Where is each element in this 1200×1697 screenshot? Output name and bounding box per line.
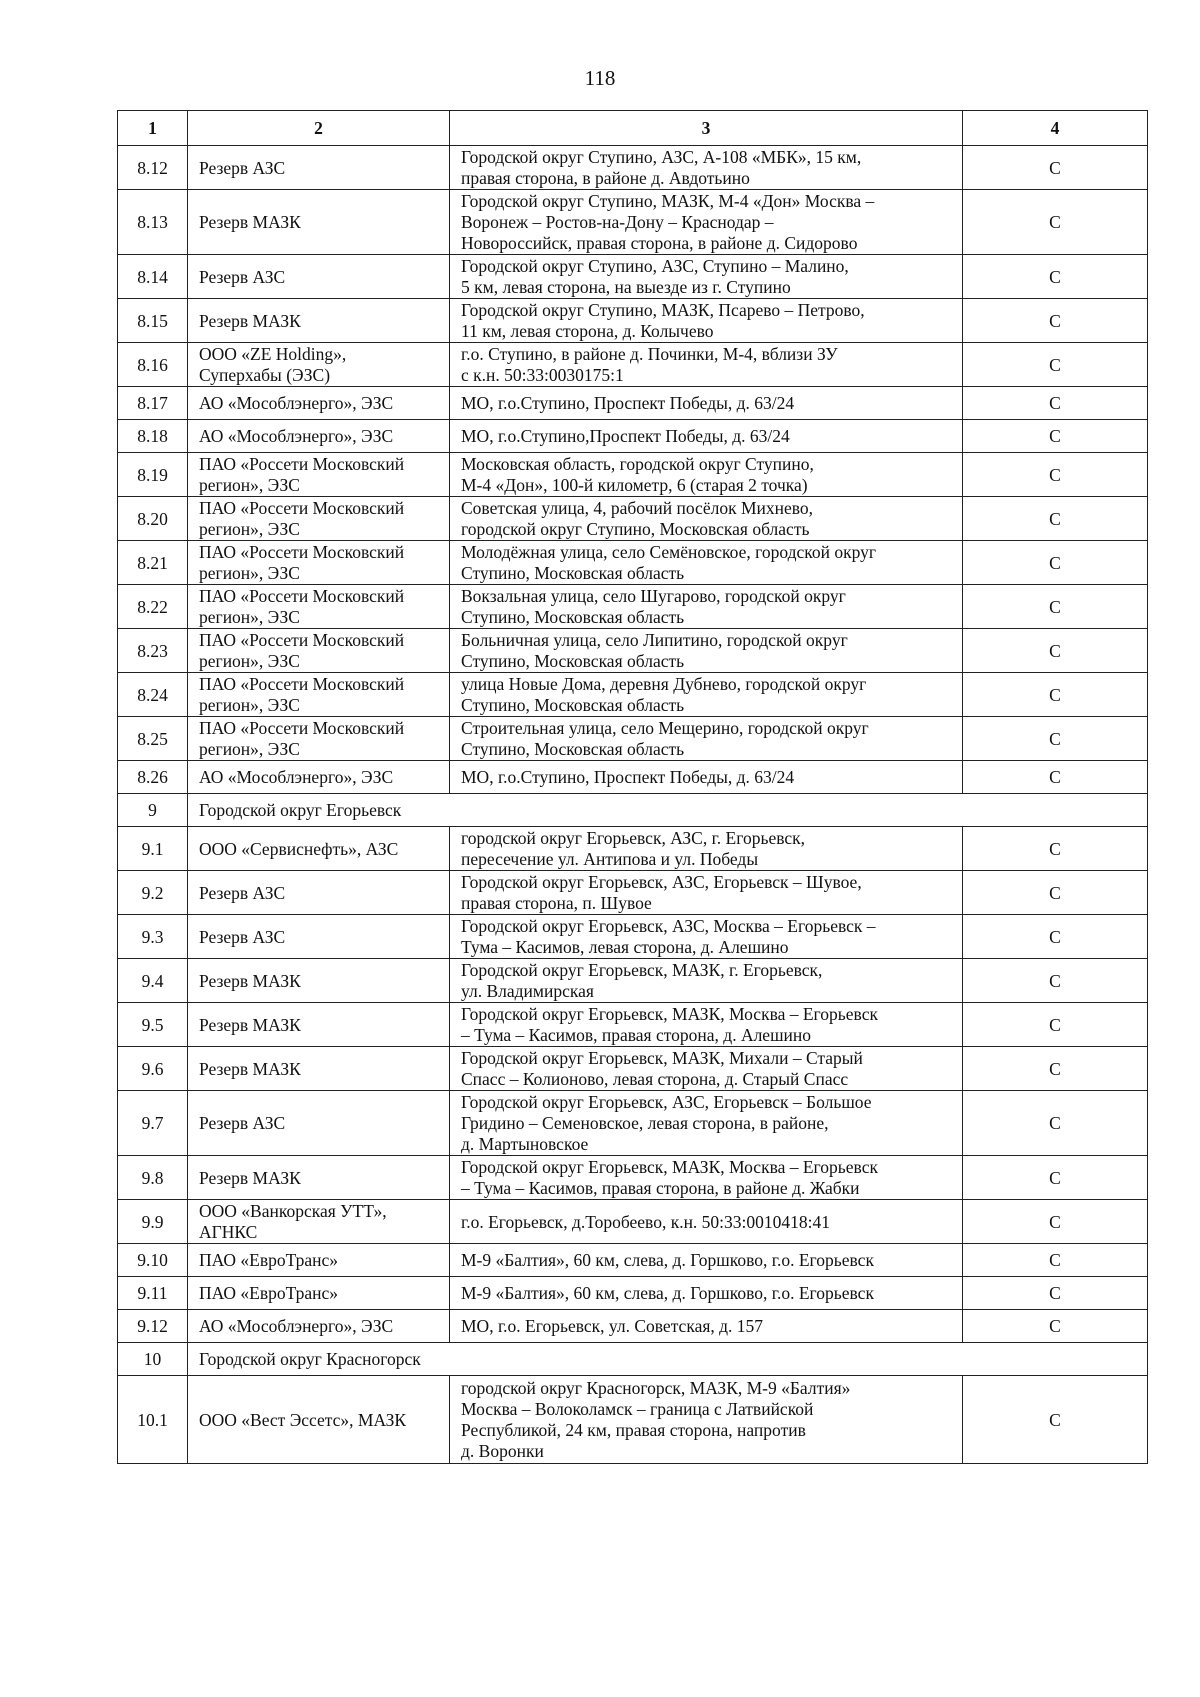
section-title-cell-text: Городской округ Егорьевск: [199, 800, 402, 820]
category-cell-text: С: [1049, 926, 1061, 947]
row-number-cell-text: 8.12: [137, 157, 168, 178]
address-cell-text: МО, г.о.Ступино,Проспект Победы, д. 63/24: [461, 426, 790, 446]
address-cell: [450, 1376, 963, 1464]
row-number-cell: [118, 673, 188, 717]
row-number-cell: [118, 420, 188, 453]
organization-cell: [188, 629, 450, 673]
organization-cell-text: ПАО «Россети Московский регион», ЭЗС: [199, 586, 405, 627]
address-cell: [450, 190, 963, 255]
row-number-cell-text: 8.19: [137, 464, 168, 485]
organization-cell-text: ПАО «Россети Московский регион», ЭЗС: [199, 630, 405, 671]
category-cell: [963, 420, 1148, 453]
table-row: [118, 387, 1148, 420]
organization-cell-text: ПАО «Россети Московский регион», ЭЗС: [199, 542, 405, 583]
table-row: [118, 717, 1148, 761]
table-row: [118, 871, 1148, 915]
table-row: [118, 420, 1148, 453]
category-cell-text: С: [1049, 393, 1061, 413]
address-cell: [450, 761, 963, 794]
category-cell-text: С: [1049, 596, 1061, 617]
organization-cell-text: АО «Мособлэнерго», ЭЗС: [199, 1316, 394, 1336]
row-number-cell-text: 9.12: [137, 1316, 168, 1336]
category-cell: [963, 497, 1148, 541]
category-cell: [963, 1200, 1148, 1244]
table-row: [118, 959, 1148, 1003]
organization-cell-text: Резерв МАЗК: [199, 212, 301, 232]
organization-cell-text: Резерв АЗС: [199, 882, 286, 903]
organization-cell: [188, 673, 450, 717]
address-cell: [450, 387, 963, 420]
category-cell: [963, 146, 1148, 190]
address-cell-text: Городской округ Егорьевск, АЗС, Егорьевск – Большое Гридино – Семеновское, левая сторона, в районе, д. Мартыновское: [461, 1092, 872, 1154]
address-cell: [450, 343, 963, 387]
category-cell-text: С: [1049, 426, 1061, 446]
organization-cell: [188, 1376, 450, 1464]
organization-cell: [188, 827, 450, 871]
organization-cell: [188, 255, 450, 299]
address-cell: [450, 717, 963, 761]
category-cell: [963, 1047, 1148, 1091]
address-cell: [450, 585, 963, 629]
address-cell-text: Городской округ Ступино, АЗС, Ступино – Малино, 5 км, левая сторона, на выезде из г. Ступино: [461, 256, 849, 297]
row-number-cell: [118, 761, 188, 794]
address-cell: [450, 1310, 963, 1343]
row-number-cell-text: 9.3: [141, 926, 164, 947]
table-row: [118, 1376, 1148, 1464]
category-cell: [963, 453, 1148, 497]
organization-cell: [188, 1091, 450, 1156]
row-number-cell: [118, 146, 188, 190]
row-number-cell-text: 9.9: [141, 1211, 164, 1232]
address-cell: [450, 541, 963, 585]
address-cell-text: городской округ Егорьевск, АЗС, г. Егорьевск, пересечение ул. Антипова и ул. Победы: [461, 828, 806, 869]
organization-cell: [188, 387, 450, 420]
category-cell-text: С: [1049, 1409, 1061, 1430]
category-cell: [963, 1277, 1148, 1310]
row-number-cell: [118, 585, 188, 629]
table-row: [118, 673, 1148, 717]
row-number-cell: [118, 1200, 188, 1244]
category-cell: [963, 387, 1148, 420]
organization-cell-text: АО «Мособлэнерго», ЭЗС: [199, 426, 394, 446]
category-cell-text: С: [1049, 1058, 1061, 1079]
row-number-cell: [118, 453, 188, 497]
row-number-cell-text: 8.21: [137, 552, 168, 573]
organization-cell-text: Резерв АЗС: [199, 926, 286, 947]
table-row: [118, 1003, 1148, 1047]
table-row: [118, 190, 1148, 255]
address-cell-text: городской округ Красногорск, МАЗК, М-9 «Балтия» Москва – Волоколамск – граница с Латвийской Республикой, 24 км, правая сторона, напротив д. Воронки: [461, 1378, 851, 1461]
column-header: 3: [450, 111, 963, 146]
row-number-cell: [118, 959, 188, 1003]
category-cell-text: С: [1049, 508, 1061, 529]
table-row: [118, 585, 1148, 629]
row-number-cell-text: 9.6: [141, 1058, 164, 1079]
category-cell-text: С: [1049, 1316, 1061, 1336]
section-number-cell-text: 9: [148, 800, 157, 820]
row-number-cell: [118, 541, 188, 585]
organization-cell: [188, 717, 450, 761]
address-cell-text: Городской округ Егорьевск, АЗС, Москва – Егорьевск – Тума – Касимов, левая сторона, д. Алешино: [461, 916, 876, 957]
organization-cell: [188, 1003, 450, 1047]
address-cell-text: Городской округ Егорьевск, АЗС, Егорьевск – Шувое, правая сторона, п. Шувое: [461, 872, 862, 913]
category-cell-text: С: [1049, 1250, 1061, 1270]
address-cell-text: улица Новые Дома, деревня Дубнево, городской округ Ступино, Московская область: [461, 674, 867, 715]
category-cell: [963, 1091, 1148, 1156]
row-number-cell-text: 9.4: [141, 970, 164, 991]
organization-cell: [188, 1244, 450, 1277]
organization-cell-text: ПАО «Россети Московский регион», ЭЗС: [199, 498, 405, 539]
row-number-cell: [118, 717, 188, 761]
row-number-cell-text: 8.18: [137, 426, 168, 446]
section-title-cell-text: Городской округ Красногорск: [199, 1349, 421, 1369]
address-cell: [450, 1047, 963, 1091]
address-cell: [450, 915, 963, 959]
row-number-cell-text: 8.13: [137, 212, 168, 232]
table-row: [118, 343, 1148, 387]
row-number-cell-text: 8.15: [137, 310, 168, 331]
row-number-cell: [118, 1047, 188, 1091]
address-cell: [450, 420, 963, 453]
table-row: [118, 1091, 1148, 1156]
organization-cell: [188, 1047, 450, 1091]
row-number-cell-text: 10.1: [137, 1409, 168, 1430]
section-title-cell: [188, 1343, 1148, 1376]
table-row: [118, 541, 1148, 585]
table-row: [118, 1156, 1148, 1200]
address-cell: [450, 146, 963, 190]
section-number-cell-text: 10: [143, 1349, 162, 1369]
organization-cell-text: ООО «ZE Holding», Суперхабы (ЭЗС): [199, 344, 347, 385]
row-number-cell: [118, 497, 188, 541]
address-cell: [450, 497, 963, 541]
section-title-cell: [188, 794, 1148, 827]
category-cell-text: С: [1049, 1167, 1061, 1188]
address-cell-text: Городской округ Егорьевск, МАЗК, Москва – Егорьевск – Тума – Касимов, правая сторона, в районе д. Жабки: [461, 1157, 878, 1198]
address-cell-text: Городской округ Егорьевск, МАЗК, г. Егорьевск, ул. Владимирская: [461, 960, 823, 1001]
table-row: [118, 1277, 1148, 1310]
row-number-cell: [118, 629, 188, 673]
address-cell: [450, 1200, 963, 1244]
organization-cell-text: Резерв МАЗК: [199, 310, 301, 331]
address-cell-text: МО, г.о.Ступино, Проспект Победы, д. 63/24: [461, 767, 795, 787]
organization-cell: [188, 343, 450, 387]
table-row: [118, 1244, 1148, 1277]
section-row: [118, 794, 1148, 827]
category-cell-text: С: [1049, 970, 1061, 991]
category-cell: [963, 871, 1148, 915]
category-cell: [963, 959, 1148, 1003]
row-number-cell: [118, 1310, 188, 1343]
table-row: [118, 761, 1148, 794]
row-number-cell-text: 8.17: [137, 393, 168, 413]
category-cell: [963, 761, 1148, 794]
organization-cell: [188, 761, 450, 794]
organization-cell: [188, 585, 450, 629]
row-number-cell: [118, 1003, 188, 1047]
category-cell: [963, 915, 1148, 959]
row-number-cell: [118, 915, 188, 959]
organization-cell: [188, 1156, 450, 1200]
row-number-cell: [118, 1156, 188, 1200]
organization-cell: [188, 190, 450, 255]
table-row: [118, 915, 1148, 959]
organization-cell-text: ПАО «Россети Московский регион», ЭЗС: [199, 674, 405, 715]
organization-cell-text: ООО «Ванкорская УТТ», АГНКС: [199, 1201, 387, 1242]
category-cell-text: С: [1049, 157, 1061, 178]
organization-cell-text: Резерв АЗС: [199, 157, 286, 178]
table-row: [118, 146, 1148, 190]
address-cell: [450, 629, 963, 673]
row-number-cell-text: 9.7: [141, 1113, 164, 1133]
row-number-cell-text: 8.16: [137, 354, 168, 375]
category-cell: [963, 190, 1148, 255]
row-number-cell: [118, 387, 188, 420]
category-cell-text: С: [1049, 1113, 1061, 1133]
table-body: [118, 146, 1148, 1464]
row-number-cell-text: 8.22: [137, 596, 168, 617]
category-cell: [963, 673, 1148, 717]
address-cell: [450, 827, 963, 871]
organization-cell-text: ПАО «ЕвроТранс»: [199, 1250, 339, 1270]
category-cell: [963, 343, 1148, 387]
row-number-cell: [118, 190, 188, 255]
category-cell-text: С: [1049, 838, 1061, 859]
category-cell: [963, 1244, 1148, 1277]
column-header: 2: [188, 111, 450, 146]
category-cell-text: С: [1049, 354, 1061, 375]
address-cell-text: Московская область, городской округ Ступино, М-4 «Дон», 100-й километр, 6 (старая 2 точка): [461, 454, 814, 495]
row-number-cell: [118, 255, 188, 299]
organization-cell-text: Резерв МАЗК: [199, 1058, 301, 1079]
address-cell: [450, 673, 963, 717]
organization-cell-text: Резерв МАЗК: [199, 1014, 301, 1035]
section-number-cell: [118, 794, 188, 827]
address-cell: [450, 255, 963, 299]
row-number-cell: [118, 1376, 188, 1464]
table-row: [118, 827, 1148, 871]
row-number-cell-text: 8.26: [137, 767, 168, 787]
organization-cell: [188, 871, 450, 915]
category-cell-text: С: [1049, 212, 1061, 232]
column-header: 1: [118, 111, 188, 146]
address-cell-text: М-9 «Балтия», 60 км, слева, д. Горшково, г.о. Егорьевск: [461, 1250, 874, 1270]
row-number-cell: [118, 827, 188, 871]
address-cell: [450, 1244, 963, 1277]
category-cell-text: С: [1049, 728, 1061, 749]
category-cell: [963, 717, 1148, 761]
table-row: [118, 299, 1148, 343]
category-cell-text: С: [1049, 684, 1061, 705]
row-number-cell-text: 9.5: [141, 1014, 164, 1035]
table-header-row: [118, 111, 1148, 146]
row-number-cell-text: 9.11: [137, 1283, 168, 1303]
row-number-cell: [118, 1277, 188, 1310]
organization-cell: [188, 299, 450, 343]
category-cell: [963, 299, 1148, 343]
row-number-cell: [118, 299, 188, 343]
table-row: [118, 1200, 1148, 1244]
row-number-cell: [118, 1244, 188, 1277]
category-cell-text: С: [1049, 640, 1061, 661]
address-cell: [450, 1277, 963, 1310]
organization-cell: [188, 1200, 450, 1244]
address-cell-text: Больничная улица, село Липитино, городской округ Ступино, Московская область: [461, 630, 848, 671]
organization-cell-text: Резерв МАЗК: [199, 970, 301, 991]
table-row: [118, 453, 1148, 497]
category-cell: [963, 541, 1148, 585]
category-cell: [963, 629, 1148, 673]
address-cell-text: Вокзальная улица, село Шугарово, городской округ Ступино, Московская область: [461, 586, 846, 627]
row-number-cell: [118, 1091, 188, 1156]
category-cell: [963, 255, 1148, 299]
organization-cell: [188, 541, 450, 585]
category-cell: [963, 1310, 1148, 1343]
section-row: [118, 1343, 1148, 1376]
category-cell-text: С: [1049, 266, 1061, 287]
organization-cell-text: АО «Мособлэнерго», ЭЗС: [199, 767, 394, 787]
category-cell: [963, 1003, 1148, 1047]
address-cell-text: Строительная улица, село Мещерино, городской округ Ступино, Московская область: [461, 718, 869, 759]
address-cell-text: г.о. Ступино, в районе д. Починки, М-4, вблизи ЗУ с к.н. 50:33:0030175:1: [461, 344, 838, 385]
category-cell: [963, 1376, 1148, 1464]
row-number-cell-text: 8.24: [137, 684, 168, 705]
organization-cell-text: ООО «Вест Эссетс», МАЗК: [199, 1409, 407, 1430]
organization-cell-text: ПАО «Россети Московский регион», ЭЗС: [199, 718, 405, 759]
row-number-cell-text: 8.20: [137, 508, 168, 529]
table-row: [118, 1310, 1148, 1343]
address-cell-text: Городской округ Ступино, МАЗК, М-4 «Дон» Москва – Воронеж – Ростов-на-Дону – Краснодар – Новороссийск, правая сторона, в районе д. Сидорово: [461, 191, 875, 253]
address-cell: [450, 959, 963, 1003]
organization-cell: [188, 146, 450, 190]
table-row: [118, 255, 1148, 299]
page-number: 118: [584, 66, 616, 90]
address-cell: [450, 1156, 963, 1200]
organization-cell: [188, 1277, 450, 1310]
organization-cell: [188, 497, 450, 541]
section-number-cell: [118, 1343, 188, 1376]
address-cell: [450, 1003, 963, 1047]
address-cell-text: Городской округ Ступино, АЗС, А-108 «МБК», 15 км, правая сторона, в районе д. Авдотьино: [461, 147, 862, 188]
category-cell: [963, 827, 1148, 871]
category-cell: [963, 1156, 1148, 1200]
row-number-cell-text: 9.1: [141, 838, 164, 859]
category-cell-text: С: [1049, 767, 1061, 787]
row-number-cell: [118, 871, 188, 915]
row-number-cell-text: 9.2: [141, 882, 164, 903]
address-cell: [450, 1091, 963, 1156]
address-cell: [450, 299, 963, 343]
address-cell-text: Городской округ Ступино, МАЗК, Псарево – Петрово, 11 км, левая сторона, д. Колычево: [461, 300, 865, 341]
address-cell-text: Молодёжная улица, село Семёновское, городской округ Ступино, Московская область: [461, 542, 877, 583]
category-cell-text: С: [1049, 464, 1061, 485]
organization-cell: [188, 420, 450, 453]
organization-cell-text: ПАО «ЕвроТранс»: [199, 1283, 339, 1303]
organization-cell-text: ПАО «Россети Московский регион», ЭЗС: [199, 454, 405, 495]
category-cell-text: С: [1049, 552, 1061, 573]
table-row: [118, 1047, 1148, 1091]
row-number-cell: [118, 343, 188, 387]
row-number-cell-text: 8.25: [137, 728, 168, 749]
address-cell: [450, 453, 963, 497]
address-cell-text: Городской округ Егорьевск, МАЗК, Михали – Старый Спасс – Колионово, левая сторона, д. Старый Спасс: [461, 1048, 863, 1089]
organization-cell: [188, 959, 450, 1003]
category-cell-text: С: [1049, 1211, 1061, 1232]
organization-cell-text: Резерв МАЗК: [199, 1167, 301, 1188]
organization-cell-text: АО «Мособлэнерго», ЭЗС: [199, 393, 394, 413]
category-cell: [963, 585, 1148, 629]
address-cell: [450, 871, 963, 915]
row-number-cell-text: 8.14: [137, 266, 168, 287]
row-number-cell-text: 8.23: [137, 640, 168, 661]
category-cell-text: С: [1049, 1014, 1061, 1035]
address-cell-text: М-9 «Балтия», 60 км, слева, д. Горшково, г.о. Егорьевск: [461, 1283, 874, 1303]
table-row: [118, 629, 1148, 673]
row-number-cell-text: 9.8: [141, 1167, 164, 1188]
organization-cell-text: Резерв АЗС: [199, 1113, 286, 1133]
gas-stations-table: [117, 110, 1148, 1464]
category-cell-text: С: [1049, 310, 1061, 331]
organization-cell: [188, 453, 450, 497]
category-cell-text: С: [1049, 1283, 1061, 1303]
address-cell-text: Городской округ Егорьевск, МАЗК, Москва – Егорьевск – Тума – Касимов, правая сторона, д. Алешино: [461, 1004, 878, 1045]
organization-cell: [188, 915, 450, 959]
address-cell-text: МО, г.о.Ступино, Проспект Победы, д. 63/24: [461, 393, 795, 413]
address-cell-text: МО, г.о. Егорьевск, ул. Советская, д. 157: [461, 1316, 764, 1336]
organization-cell-text: Резерв АЗС: [199, 266, 286, 287]
address-cell-text: г.о. Егорьевск, д.Торобеево, к.н. 50:33:0010418:41: [461, 1211, 831, 1232]
table-row: [118, 497, 1148, 541]
category-cell-text: С: [1049, 882, 1061, 903]
organization-cell-text: ООО «Сервиснефть», АЗС: [199, 838, 399, 859]
column-header: 4: [963, 111, 1148, 146]
row-number-cell-text: 9.10: [137, 1250, 168, 1270]
organization-cell: [188, 1310, 450, 1343]
address-cell-text: Советская улица, 4, рабочий посёлок Михнево, городской округ Ступино, Московская область: [461, 498, 814, 539]
